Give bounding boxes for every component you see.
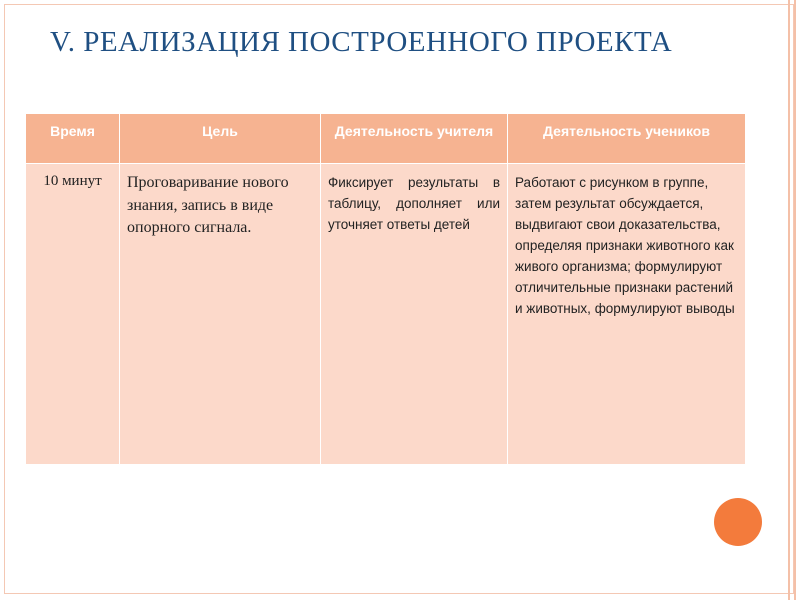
table-row <box>26 164 746 465</box>
lesson-plan-table <box>25 113 746 465</box>
header-teacher-activity: Деятельность учителя <box>321 114 508 164</box>
cell-time: 10 минут <box>26 164 120 465</box>
right-edge-stripe-outer <box>794 0 796 600</box>
table-header-row <box>26 114 746 164</box>
right-edge-stripe <box>788 0 790 600</box>
header-time: Время <box>26 114 120 164</box>
decorative-orange-circle <box>714 498 762 546</box>
cell-teacher-activity: Фиксирует результаты в таблицу, дополняет или уточняет ответы детей <box>321 164 508 465</box>
slide-title: V. РЕАЛИЗАЦИЯ ПОСТРОЕННОГО ПРОЕКТА <box>50 26 673 58</box>
header-goal: Цель <box>120 114 321 164</box>
header-student-activity: Деятельность учеников <box>508 114 746 164</box>
cell-student-activity: Работают с рисунком в группе, затем результат обсуждается, выдвигают свои доказательства, определяя признаки животного как живого организма; формулируют отличительные признаки растений и животных, формулируют выводы <box>508 164 746 465</box>
cell-goal: Проговаривание нового знания, запись в виде опорного сигнала. <box>120 164 321 465</box>
